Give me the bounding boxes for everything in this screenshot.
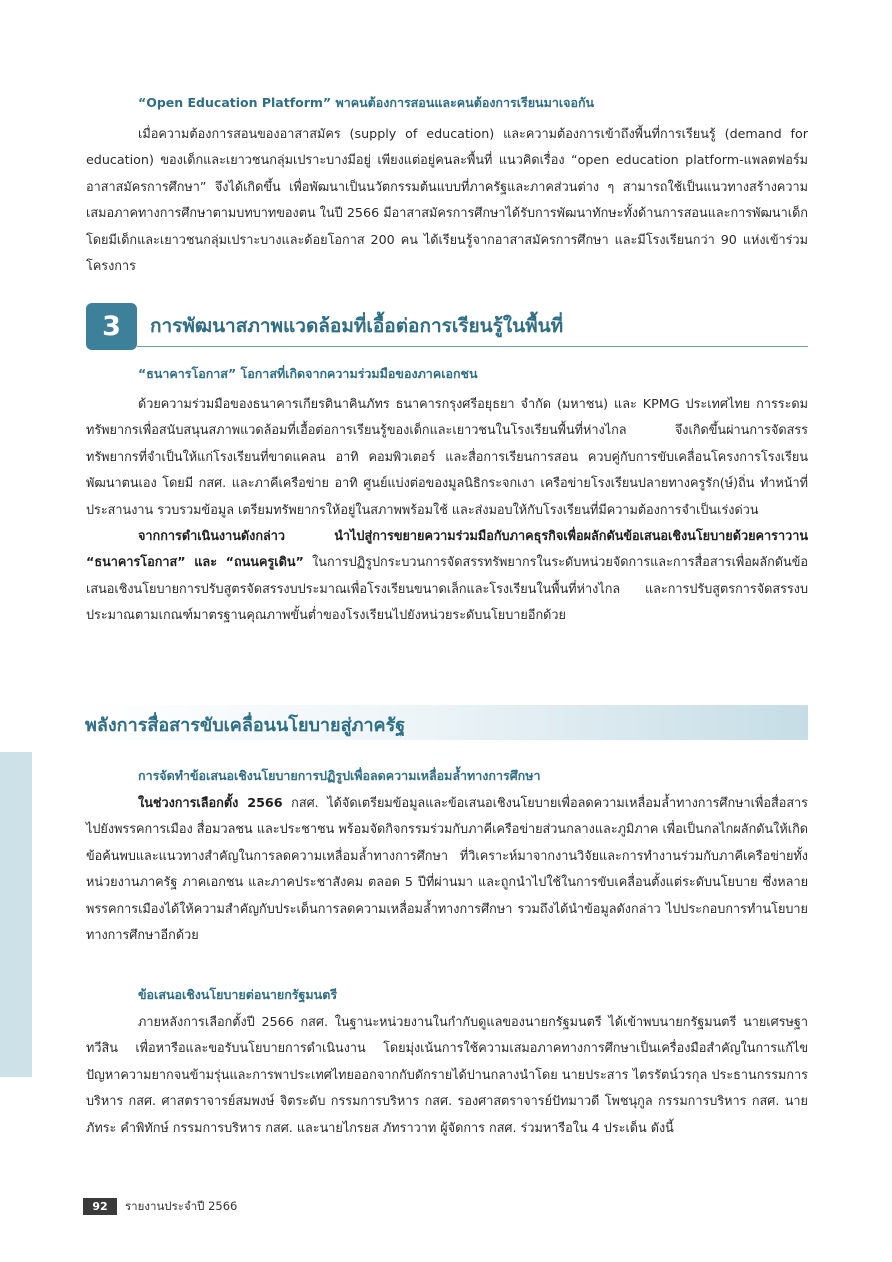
- section-number-badge: 3: [86, 303, 137, 350]
- pm-proposal-paragraph: ภายหลังการเลือกตั้งปี 2566 กสศ. ในฐานะหน่วยงานในกำกับดูแลของนายกรัฐมนตรี ได้เข้าพบนายกรัฐมนตรี นายเศรษฐา ทวีสิน เพื่อหารือและขอรับนโยบายการดำเนินงาน โดยมุ่งเน้นการใช้ความเสมอภาคทางการศึกษาเป็นเครื่องมือสำคัญในการแก้ไขปัญหาความยากจนข้ามรุ่นและการพาประเทศไทยออกจากกับดักรายได้ปานกลางนำโดย นายประสาร ไตรรัตน์วรกุล ประธานกรรมการบริหาร กสศ. ศาสตราจารย์สมพงษ์ จิตระดับ กรรมการบริหาร กสศ. รองศาสตราจารย์ปัทมาวดี โพชนุกูล กรรมการบริหาร กสศ. นายภัทระ คำพิทักษ์ กรรมการบริหาร กสศ. และนายไกรยส ภัทราวาท ผู้จัดการ กสศ. ร่วมหารือใน 4 ประเด็น ดังนี้: [86, 1014, 808, 1135]
- footer-label: รายงานประจำปี 2566: [125, 1198, 238, 1213]
- election-bold-lead: ในช่วงการเลือกตั้ง 2566: [138, 795, 283, 810]
- policy-proposal-paragraph: [86, 790, 808, 948]
- page-footer: [83, 1196, 237, 1214]
- policy-proposal-heading: การจัดทำข้อเสนอเชิงนโยบายการปฏิรูปเพื่อลดความเหลื่อมล้ำทางการศึกษา: [138, 768, 541, 783]
- section-3-title: การพัฒนาสภาพแวดล้อมที่เอื้อต่อการเรียนรู้ในพื้นที่: [150, 315, 564, 337]
- opportunity-bank-paragraph-2: [86, 523, 808, 629]
- open-education-heading: “Open Education Platform” พาคนต้องการสอนและคนต้องการเรียนมาเจอกัน: [138, 95, 595, 110]
- communication-band: [83, 705, 808, 740]
- opportunity-bank-section: [86, 364, 808, 629]
- communication-band-title: พลังการสื่อสารขับเคลื่อนนโยบายสู่ภาครัฐ: [85, 715, 406, 736]
- section-3-divider: [137, 346, 808, 347]
- opportunity-bank-paragraph-1: ด้วยความร่วมมือของธนาคารเกียรตินาคินภัทร ธนาคารกรุงศรีอยุธยา จำกัด (มหาชน) และ KPMG ประเทศไทย การระดมทรัพยากรเพื่อสนับสนุนสภาพแวดล้อมที่เอื้อต่อการเรียนรู้ของเด็กและเยาวชนในโรงเรียนพื้นที่ห่างไกล จึงเกิดขึ้นผ่านการจัดสรรทรัพยากรที่จำเป็นให้แก่โรงเรียนที่ขาดแคลน อาทิ คอมพิวเตอร์ และสื่อการเรียนการสอน ควบคู่กับการขับเคลื่อนโครงการโรงเรียนพัฒนาตนเอง โดยมี กสศ. และภาคีเครือข่าย อาทิ ศูนย์แบ่งต่อของมูลนิธิกระจกเงา เครือข่ายโรงเรียนปลายทางครูรัก(ษ์)ถิ่น ทำหน้าที่ประสานงาน รวบรวมข้อมูล เตรียมทรัพยากรให้อยู่ในสภาพพร้อมใช้ และส่งมอบให้กับโรงเรียนที่มีความต้องการจำเป็นเร่งด่วน: [86, 396, 808, 517]
- opportunity-bank-heading: “ธนาคารโอกาส” โอกาสที่เกิดจากความร่วมมือของภาคเอกชน: [138, 366, 478, 381]
- open-education-paragraph: เมื่อความต้องการสอนของอาสาสมัคร (supply of education) และความต้องการเข้าถึงพื้นที่การเรียนรู้ (demand for education) ของเด็กและเยาวชนกลุ่มเปราะบางมีอยู่ เพียงแต่อยู่คนละพื้นที่ แนวคิดเรื่อง “open education platform-แพลตฟอร์มอาสาสมัครการศึกษา” จึงได้เกิดขึ้น เพื่อพัฒนาเป็นนวัตกรรมต้นแบบที่ภาครัฐและภาคส่วนต่าง ๆ สามารถใช้เป็นแนวทางสร้างความเสมอภาคทางการศึกษาตามบทบาทของตน ในปี 2566 มีอาสาสมัครการศึกษาได้รับการพัฒนาทักษะทั้งด้านการสอนและการพัฒนาเด็ก โดยมีเด็กและเยาวชนกลุ่มเปราะบางและด้อยโอกาส 200 คน ได้เรียนรู้จากอาสาสมัครการศึกษา และมีโรงเรียนกว่า 90 แห่งเข้าร่วมโครงการ: [86, 126, 808, 274]
- policy-proposal-text: กสศ. ได้จัดเตรียมข้อมูลและข้อเสนอเชิงนโยบายเพื่อลดความเหลื่อมล้ำทางการศึกษาเพื่อสื่อสารไปยังพรรคการเมือง สื่อมวลชน และประชาชน พร้อมจัดกิจกรรมร่วมกับภาคีเครือข่ายส่วนกลางและภูมิภาค เพื่อเป็นกลไกผลักดันให้เกิดข้อค้นพบและแนวทางสำคัญในการลดความเหลื่อมล้ำทางการศึกษา ที่วิเคราะห์มาจากงานวิจัยและการทำงานร่วมกับภาคีเครือข่ายทั้งหน่วยงานภาครัฐ ภาคเอกชน และภาคประชาสังคม ตลอด 5 ปีที่ผ่านมา และถูกนำไปใช้ในการขับเคลื่อนตั้งแต่ระดับนโยบาย ซึ่งหลายพรรคการเมืองได้ให้ความสำคัญกับประเด็นการลดความเหลื่อมล้ำทางการศึกษา รวมถึงได้นำข้อมูลดังกล่าว ไปประกอบการทำนโยบายทางการศึกษาอีกด้วย: [86, 795, 808, 943]
- section-3-header: [86, 303, 808, 351]
- open-education-section: [86, 93, 808, 279]
- policy-proposal-section: [86, 766, 808, 948]
- side-tab-decoration: [0, 752, 32, 1077]
- paragraph-2-bold-lead: จากการดำเนินงานดังกล่าว นำไปสู่การขยายความร่วมมือกับภาคธุรกิจเพื่อผลักดันข้อเสนอเชิงนโยบายด้วยคาราวาน “ธนาคารโอกาส” และ “ถนนครูเดิน”: [86, 528, 808, 570]
- paragraph-2-text: ในการปฏิรูปกระบวนการจัดสรรทรัพยากรในระดับหน่วยจัดการและการสื่อสารเพื่อผลักดันข้อเสนอเชิงนโยบายการปรับสูตรจัดสรรงบประมาณเพื่อโรงเรียนขนาดเล็กและโรงเรียนในพื้นที่ห่างไกล และการปรับสูตรการจัดสรรงบประมาณตามเกณฑ์มาตรฐานคุณภาพขั้นต่ำของโรงเรียนไปยังหน่วยระดับนโยบายอีกด้วย: [86, 554, 808, 623]
- pm-proposal-section: [86, 985, 808, 1141]
- page-number: 92: [83, 1198, 117, 1215]
- pm-proposal-heading: ข้อเสนอเชิงนโยบายต่อนายกรัฐมนตรี: [138, 987, 338, 1002]
